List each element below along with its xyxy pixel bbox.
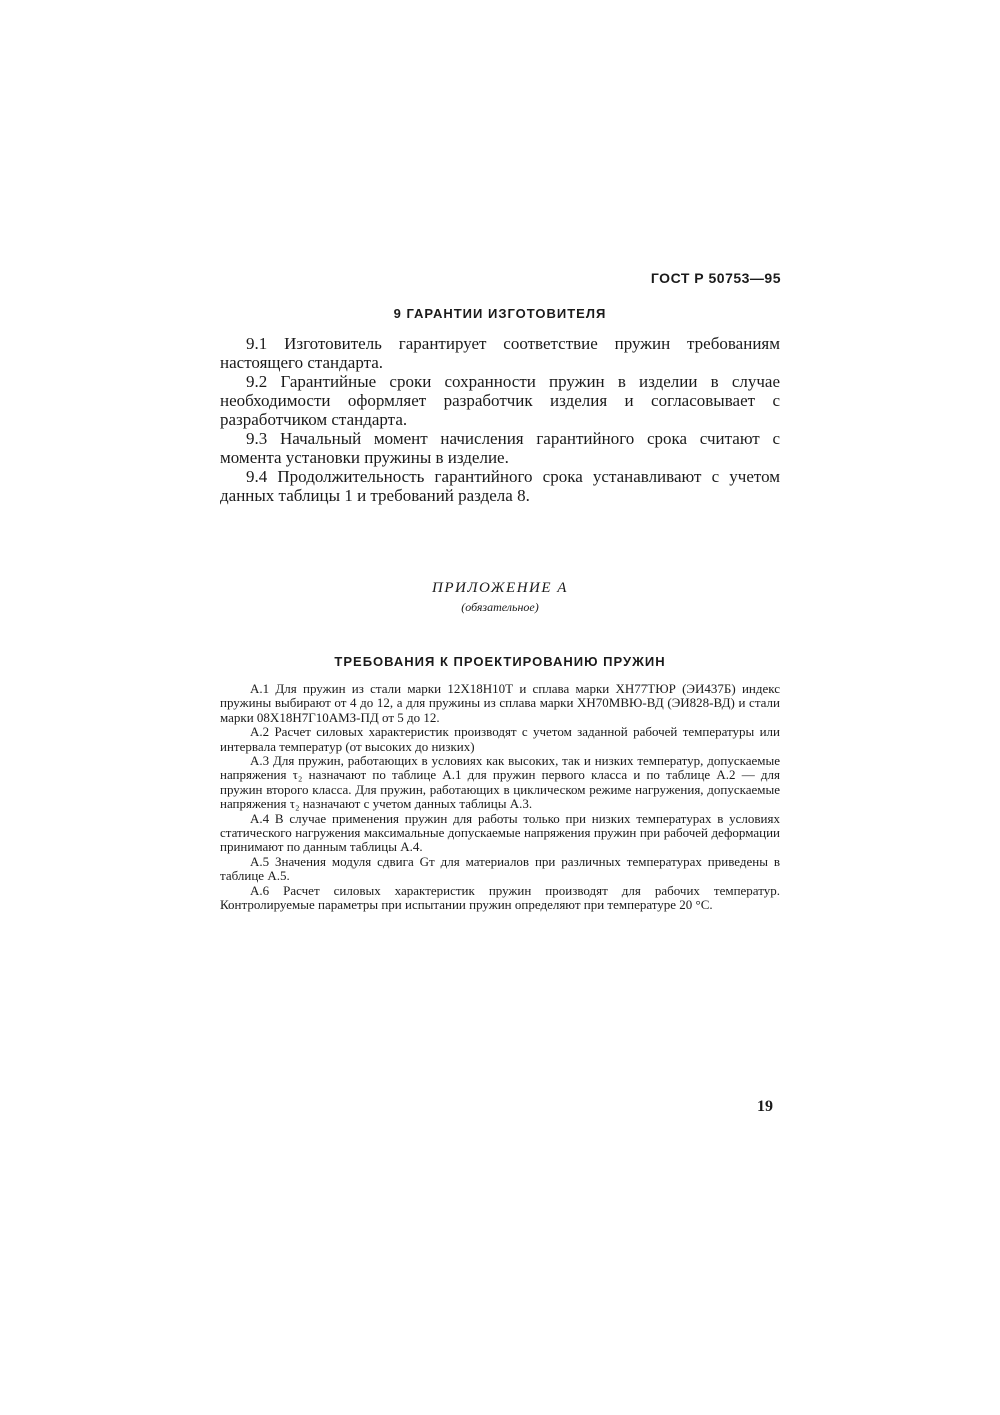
paragraph-a-5: А.5 Значения модуля сдвига Gт для материалов при различных температурах приведены в таблице А.5. <box>220 853 780 884</box>
section-body <box>220 334 780 505</box>
appendix-title: ТРЕБОВАНИЯ К ПРОЕКТИРОВАНИЮ ПРУЖИН <box>334 654 666 669</box>
page-number: 19 <box>757 1098 773 1115</box>
paragraph-a-2: А.2 Расчет силовых характеристик производят с учетом заданной рабочей температуры или интервала температур (от высоких до низких) <box>220 724 780 754</box>
document-code: ГОСТ Р 50753—95 <box>650 270 781 286</box>
paragraph-9-3: 9.3 Начальный момент начисления гарантийного срока считают с момента установки пружины в изделие. <box>220 429 780 467</box>
section-title: 9 ГАРАНТИИ ИЗГОТОВИТЕЛЯ <box>393 306 607 321</box>
paragraph-9-4: 9.4 Продолжительность гарантийного срока устанавливают с учетом данных таблицы 1 и требований раздела 8. <box>220 467 780 505</box>
paragraph-9-1: 9.1 Изготовитель гарантирует соответствие пружин требованиям настоящего стандарта. <box>220 334 780 372</box>
paragraph-9-2: 9.2 Гарантийные сроки сохранности пружин в изделии в случае необходимости оформляет разработчик изделия и согласовывает с разработчиком стандарта. <box>220 372 780 429</box>
appendix-label: ПРИЛОЖЕНИЕ А <box>432 580 568 596</box>
paragraph-a-4: А.4 В случае применения пружин для работы только при низких температурах в условиях статического нагружения максимальные допускаемые напряжения пружин при рабочей деформации принимают по данным таблицы А.4. <box>220 810 780 855</box>
paragraph-a-3: А.3 Для пружин, работающих в условиях как высоких, так и низких температур, допускаемые напряжения τ₂ назначают по таблице А.1 для пружин первого класса и по таблице А.2 — для пружин второго класса. Для пружин, работающих в циклическом режиме нагружения, допускаемые напряжения τ₂ назначают с учетом данных таблицы А.3. <box>220 753 780 812</box>
appendix-body <box>220 682 780 913</box>
paragraph-a-6: А.6 Расчет силовых характеристик пружин производят для рабочих температур. Контролируемые параметры при испытании пружин определяют при температуре 20 °С. <box>220 882 780 913</box>
paragraph-a-1: А.1 Для пружин из стали марки 12Х18Н10Т и сплава марки ХН77ТЮР (ЭИ437Б) индекс пружины выбирают от 4 до 12, а для пружины из сплава марки ХН70МВЮ-ВД (ЭИ828-ВД) и стали марки 08Х18Н7Г10АМЗ-ПД от 5 до 12. <box>220 681 780 725</box>
appendix-note: (обязательное) <box>461 600 539 614</box>
